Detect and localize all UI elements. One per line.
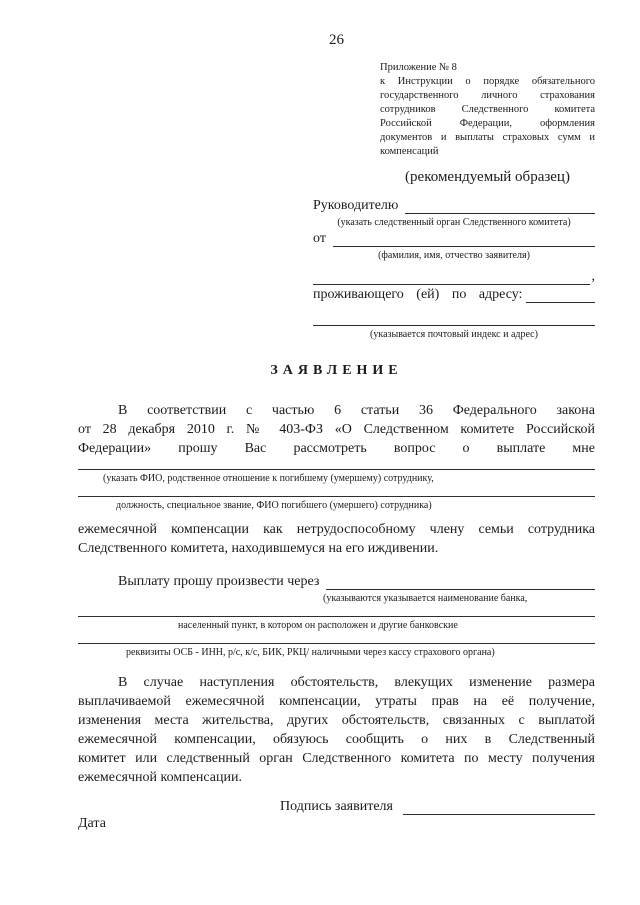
- fio-hint: (указать ФИО, родственное отношение к погибшему (умершему) сотруднику,: [103, 472, 434, 484]
- paragraph-line: Следственного комитета, находившемуся на его иждивении.: [78, 540, 439, 556]
- paragraph-line: комитет или следственный орган Следственного комитета по месту получения: [78, 750, 595, 766]
- position-hint: должность, специальное звание, ФИО погибшего (умершего) сотрудника): [116, 499, 432, 511]
- paragraph-line: Федерации» прошу Вас рассмотреть вопрос о выплате мне: [78, 440, 595, 456]
- recommended-sample-note: (рекомендуемый образец): [405, 168, 570, 185]
- applicant-label: от: [313, 230, 326, 246]
- statement-title: ЗАЯВЛЕНИЕ: [270, 362, 403, 378]
- address-row: [313, 310, 595, 326]
- recipient-hint: (указать следственный орган Следственного комитета): [337, 216, 571, 228]
- paragraph-line: ежемесячной компенсации, обязуюсь сообщить о них в Следственный: [78, 731, 595, 747]
- recipient-blank-line: [405, 198, 595, 214]
- paragraph-line: от 28 декабря 2010 г. № 403-ФЗ «О Следственном комитете Российской: [78, 421, 595, 437]
- paragraph-line: ежемесячной компенсации.: [78, 769, 242, 785]
- applicant-continuation-row: [313, 269, 595, 285]
- fio-blank-line: [78, 458, 595, 470]
- recipient-row: [313, 198, 595, 214]
- comma-text: ,: [591, 268, 595, 284]
- applicant-row: [313, 231, 595, 247]
- page-number: 26: [329, 32, 344, 48]
- payment-row: [78, 574, 595, 590]
- paragraph-line: В соответствии с частью 6 статьи 36 Федерального закона: [118, 402, 595, 418]
- position-blank-line: [78, 485, 595, 497]
- residence-label: проживающего (ей) по адресу:: [313, 286, 523, 302]
- payment-hint-requisites: реквизиты ОСБ - ИНН, р/с, к/с, БИК, РКЦ/ наличными через кассу страхового органа): [126, 646, 495, 658]
- payment-hint-bank: (указываются указывается наименование банка,: [323, 592, 528, 604]
- paragraph-line: выплачиваемой ежемесячной компенсации, утраты прав на её получение,: [78, 693, 595, 709]
- requisites-blank-line: [78, 632, 595, 644]
- payment-hint-locality: населенный пункт, в котором он расположен и другие банковские: [178, 619, 458, 631]
- appendix-block: [380, 61, 595, 159]
- residence-blank-line: [526, 287, 595, 303]
- applicant-blank-line: [333, 231, 595, 247]
- recipient-label: Руководителю: [313, 197, 399, 213]
- appendix-body: к Инструкции о порядке обязательного государственного личного страхования сотрудников Следственного комитета Российской Федерации, оформления документов и выплаты страховых сумм и компенсаций: [380, 75, 595, 157]
- signature-blank-line: [403, 799, 595, 815]
- date-label: Дата: [78, 815, 106, 831]
- appendix-heading: Приложение № 8: [380, 62, 457, 73]
- signature-row: [280, 799, 595, 815]
- bank-blank-line: [78, 605, 595, 617]
- paragraph-obligation: [78, 673, 595, 787]
- signature-label: Подпись заявителя: [280, 798, 393, 814]
- addressee-block: [313, 198, 595, 341]
- payment-label: Выплату прошу произвести через: [118, 573, 320, 589]
- payment-blank-line: [326, 574, 595, 590]
- residence-row: [313, 287, 595, 303]
- address-hint: (указывается почтовый индекс и адрес): [370, 328, 538, 340]
- paragraph-legal-basis: [78, 401, 595, 458]
- paragraph-compensation: [78, 520, 595, 558]
- paragraph-line: В случае наступления обстоятельств, влекущих изменение размера: [118, 674, 595, 690]
- applicant-continuation-blank-line: [313, 269, 590, 285]
- address-blank-line: [313, 310, 595, 326]
- paragraph-line: изменения места жительства, других обстоятельств, связанных с выплатой: [78, 712, 595, 728]
- paragraph-line: ежемесячной компенсации как нетрудоспособному члену семьи сотрудника: [78, 521, 595, 537]
- applicant-hint: (фамилия, имя, отчество заявителя): [378, 249, 530, 261]
